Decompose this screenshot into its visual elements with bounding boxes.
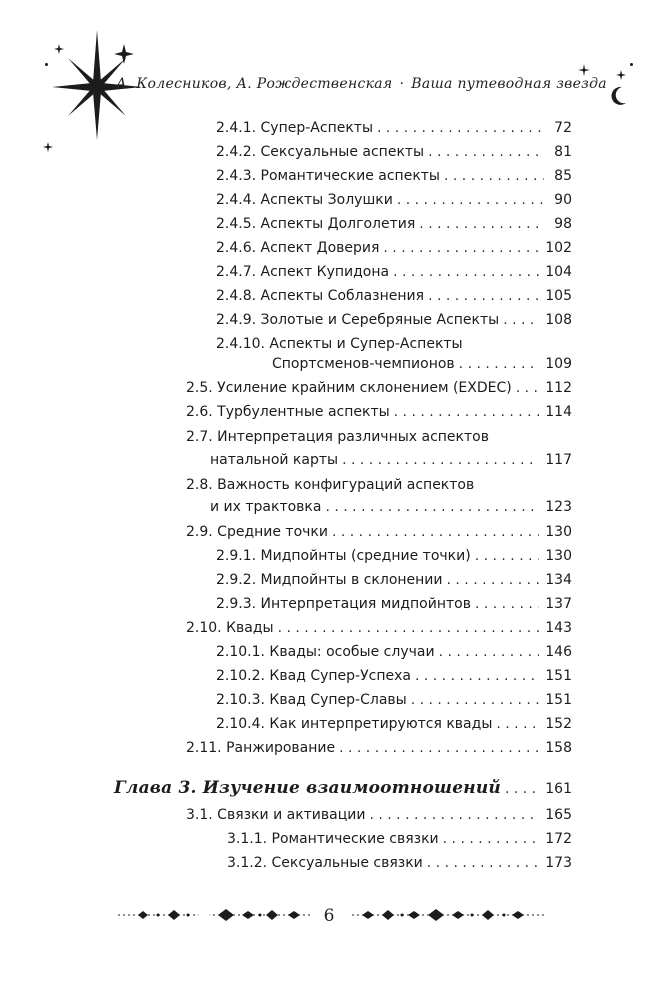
toc-entry[interactable] bbox=[216, 215, 572, 233]
header-separator: · bbox=[399, 76, 405, 92]
toc-entry-label: 2.10.1. Квады: особые случаи bbox=[216, 644, 435, 660]
toc-entry-label: 2.10.2. Квад Супер-Успеха bbox=[216, 668, 411, 684]
toc-entry-label: 2.4.1. Супер-Аспекты bbox=[216, 120, 373, 136]
toc-entry[interactable] bbox=[216, 715, 572, 733]
small-star-icon bbox=[54, 44, 64, 54]
toc-entry-label: 2.9.1. Мидпойнты (средние точки) bbox=[216, 548, 471, 564]
header-title bbox=[116, 76, 607, 92]
toc-entry-label: 2.10.3. Квад Супер-Славы bbox=[216, 692, 407, 708]
toc-leader-dots bbox=[428, 287, 539, 305]
toc-entry-label: 2.10.4. Как интерпретируются квады bbox=[216, 716, 493, 732]
toc-leader-dots bbox=[428, 143, 544, 161]
toc-leader-dots bbox=[339, 739, 539, 757]
toc-leader-dots bbox=[516, 379, 540, 397]
ornament-divider-icon bbox=[352, 908, 544, 922]
toc-entry[interactable] bbox=[216, 287, 572, 305]
toc-entry-page: 90 bbox=[554, 192, 572, 208]
crescent-moon-icon bbox=[610, 86, 628, 106]
toc-entry-label: 2.9.2. Мидпойнты в склонении bbox=[216, 572, 443, 588]
toc-leader-dots bbox=[505, 780, 539, 798]
toc-entry-label: 2.6. Турбулентные аспекты bbox=[186, 404, 390, 420]
toc-leader-dots bbox=[427, 854, 539, 872]
toc-entry-label: 3.1.2. Сексуальные связки bbox=[227, 855, 423, 871]
toc-entry-page: 72 bbox=[554, 120, 572, 136]
toc-entry-page: 123 bbox=[545, 499, 572, 515]
toc-leader-dots bbox=[394, 403, 540, 421]
ornament-divider-icon bbox=[118, 908, 310, 922]
toc-entry[interactable] bbox=[186, 619, 572, 637]
toc-entry-page: 117 bbox=[545, 452, 572, 468]
toc-entry-page: 146 bbox=[545, 644, 572, 660]
toc-entry[interactable] bbox=[227, 854, 572, 872]
toc-entry-page: 134 bbox=[545, 572, 572, 588]
toc-entry-page: 151 bbox=[545, 668, 572, 684]
toc-entry-label: Спортсменов-чемпионов bbox=[272, 356, 455, 372]
toc-entry[interactable] bbox=[216, 595, 572, 613]
toc-leader-dots bbox=[443, 830, 540, 848]
toc-entry-label-line1[interactable]: 2.8. Важность конфигураций аспектов bbox=[186, 477, 475, 493]
header-authors: А. Колесников, А. Рождественская bbox=[116, 76, 393, 92]
toc-leader-dots bbox=[278, 619, 540, 637]
toc-entry-label: 2.4.5. Аспекты Долголетия bbox=[216, 216, 416, 232]
toc-entry-label: 2.4.6. Аспект Доверия bbox=[216, 240, 380, 256]
toc-entry-page: 104 bbox=[545, 264, 572, 280]
toc-entry-page: 151 bbox=[545, 692, 572, 708]
toc-entry-page: 114 bbox=[545, 404, 572, 420]
toc-entry-label: 2.4.2. Сексуальные аспекты bbox=[216, 144, 425, 160]
toc-entry[interactable] bbox=[216, 547, 572, 565]
toc-entry-label: 2.4.8. Аспекты Соблазнения bbox=[216, 288, 425, 304]
toc-leader-dots bbox=[325, 498, 539, 516]
toc-leader-dots bbox=[475, 547, 540, 565]
toc-entry-label: 3.1.1. Романтические связки bbox=[227, 831, 439, 847]
toc-entry-page: 108 bbox=[545, 312, 572, 328]
toc-leader-dots bbox=[393, 263, 539, 281]
toc-entry-label: 2.4.4. Аспекты Золушки bbox=[216, 192, 393, 208]
toc-entry[interactable] bbox=[227, 830, 572, 848]
toc-entry-label: 2.4.9. Золотые и Серебряные Аспекты bbox=[216, 312, 500, 328]
toc-entry-label: 3.1. Связки и активации bbox=[186, 807, 366, 823]
small-star-icon bbox=[578, 64, 590, 76]
toc-entry[interactable] bbox=[272, 355, 572, 373]
toc-entry-page: 102 bbox=[545, 240, 572, 256]
toc-entry[interactable] bbox=[216, 263, 572, 281]
toc-entry[interactable] bbox=[210, 451, 572, 469]
toc-entry-page: 85 bbox=[554, 168, 572, 184]
toc-entry-page: 98 bbox=[554, 216, 572, 232]
toc-entry-label-line1[interactable]: 2.7. Интерпретация различных аспектов bbox=[186, 429, 489, 445]
toc-leader-dots bbox=[419, 215, 544, 233]
toc-entry[interactable] bbox=[186, 739, 572, 757]
toc-entry[interactable] bbox=[216, 239, 572, 257]
toc-leader-dots bbox=[439, 643, 540, 661]
small-star-icon bbox=[616, 70, 626, 80]
small-star-icon bbox=[43, 142, 53, 152]
toc-entry[interactable] bbox=[186, 379, 572, 397]
toc-entry-page: 173 bbox=[545, 855, 572, 871]
toc-chapter-label: Глава 3. Изучение взаимоотношений bbox=[114, 778, 501, 798]
toc-entry-label: 2.9. Средние точки bbox=[186, 524, 328, 540]
toc-leader-dots bbox=[397, 191, 544, 209]
toc-leader-dots bbox=[383, 239, 539, 257]
toc-entry-page: 161 bbox=[545, 781, 572, 797]
toc-entry-page: 152 bbox=[545, 716, 572, 732]
dot-icon bbox=[630, 63, 633, 66]
toc-leader-dots bbox=[332, 523, 539, 541]
toc-entry[interactable] bbox=[216, 667, 572, 685]
toc-entry-label: натальной карты bbox=[210, 452, 339, 468]
toc-leader-dots bbox=[496, 715, 539, 733]
toc-entry-page: 165 bbox=[545, 807, 572, 823]
toc-entry[interactable] bbox=[216, 167, 572, 185]
toc-entry[interactable] bbox=[216, 571, 572, 589]
toc-entry[interactable] bbox=[216, 311, 572, 329]
page-number: 6 bbox=[323, 906, 335, 926]
toc-leader-dots bbox=[369, 806, 539, 824]
toc-entry-label: 2.10. Квады bbox=[186, 620, 274, 636]
toc-entry[interactable] bbox=[216, 191, 572, 209]
toc-entry-label: 2.4.7. Аспект Купидона bbox=[216, 264, 390, 280]
toc-entry-label: и их трактовка bbox=[210, 499, 322, 515]
toc-leader-dots bbox=[459, 355, 540, 373]
toc-chapter-entry[interactable] bbox=[114, 779, 572, 798]
small-star-icon bbox=[114, 44, 134, 64]
toc-entry[interactable] bbox=[216, 691, 572, 709]
toc-entry-page: 105 bbox=[545, 288, 572, 304]
toc-entry-page: 158 bbox=[545, 740, 572, 756]
toc-leader-dots bbox=[342, 451, 539, 469]
toc-leader-dots bbox=[411, 691, 540, 709]
header-book-title: Ваша путеводная звезда bbox=[411, 76, 607, 92]
toc-entry[interactable] bbox=[210, 498, 572, 516]
toc-entry[interactable] bbox=[216, 643, 572, 661]
toc-entry-page: 130 bbox=[545, 548, 572, 564]
toc-leader-dots bbox=[503, 311, 539, 329]
toc-entry-page: 109 bbox=[545, 356, 572, 372]
toc-leader-dots bbox=[444, 167, 544, 185]
toc-entry[interactable] bbox=[186, 403, 572, 421]
toc-entry[interactable] bbox=[186, 523, 572, 541]
toc-entry-label-line1[interactable]: 2.4.10. Аспекты и Супер-Аспекты bbox=[216, 336, 463, 352]
toc-leader-dots bbox=[415, 667, 539, 685]
toc-leader-dots bbox=[377, 119, 544, 137]
toc-entry-page: 143 bbox=[545, 620, 572, 636]
dot-icon bbox=[45, 63, 48, 66]
toc-entry-page: 81 bbox=[554, 144, 572, 160]
toc-entry-label: 2.5. Усиление крайним склонением (EXDEC) bbox=[186, 380, 512, 396]
toc-entry-page: 112 bbox=[545, 380, 572, 396]
toc-entry-page: 137 bbox=[545, 596, 572, 612]
toc-entry[interactable] bbox=[216, 119, 572, 137]
toc-entry-page: 130 bbox=[545, 524, 572, 540]
toc-leader-dots bbox=[475, 595, 539, 613]
toc-entry-page: 172 bbox=[545, 831, 572, 847]
toc-entry-label: 2.11. Ранжирование bbox=[186, 740, 336, 756]
toc-entry[interactable] bbox=[216, 143, 572, 161]
toc-entry-label: 2.4.3. Романтические аспекты bbox=[216, 168, 440, 184]
toc-entry[interactable] bbox=[186, 806, 572, 824]
toc-leader-dots bbox=[447, 571, 540, 589]
toc-entry-label: 2.9.3. Интерпретация мидпойнтов bbox=[216, 596, 471, 612]
